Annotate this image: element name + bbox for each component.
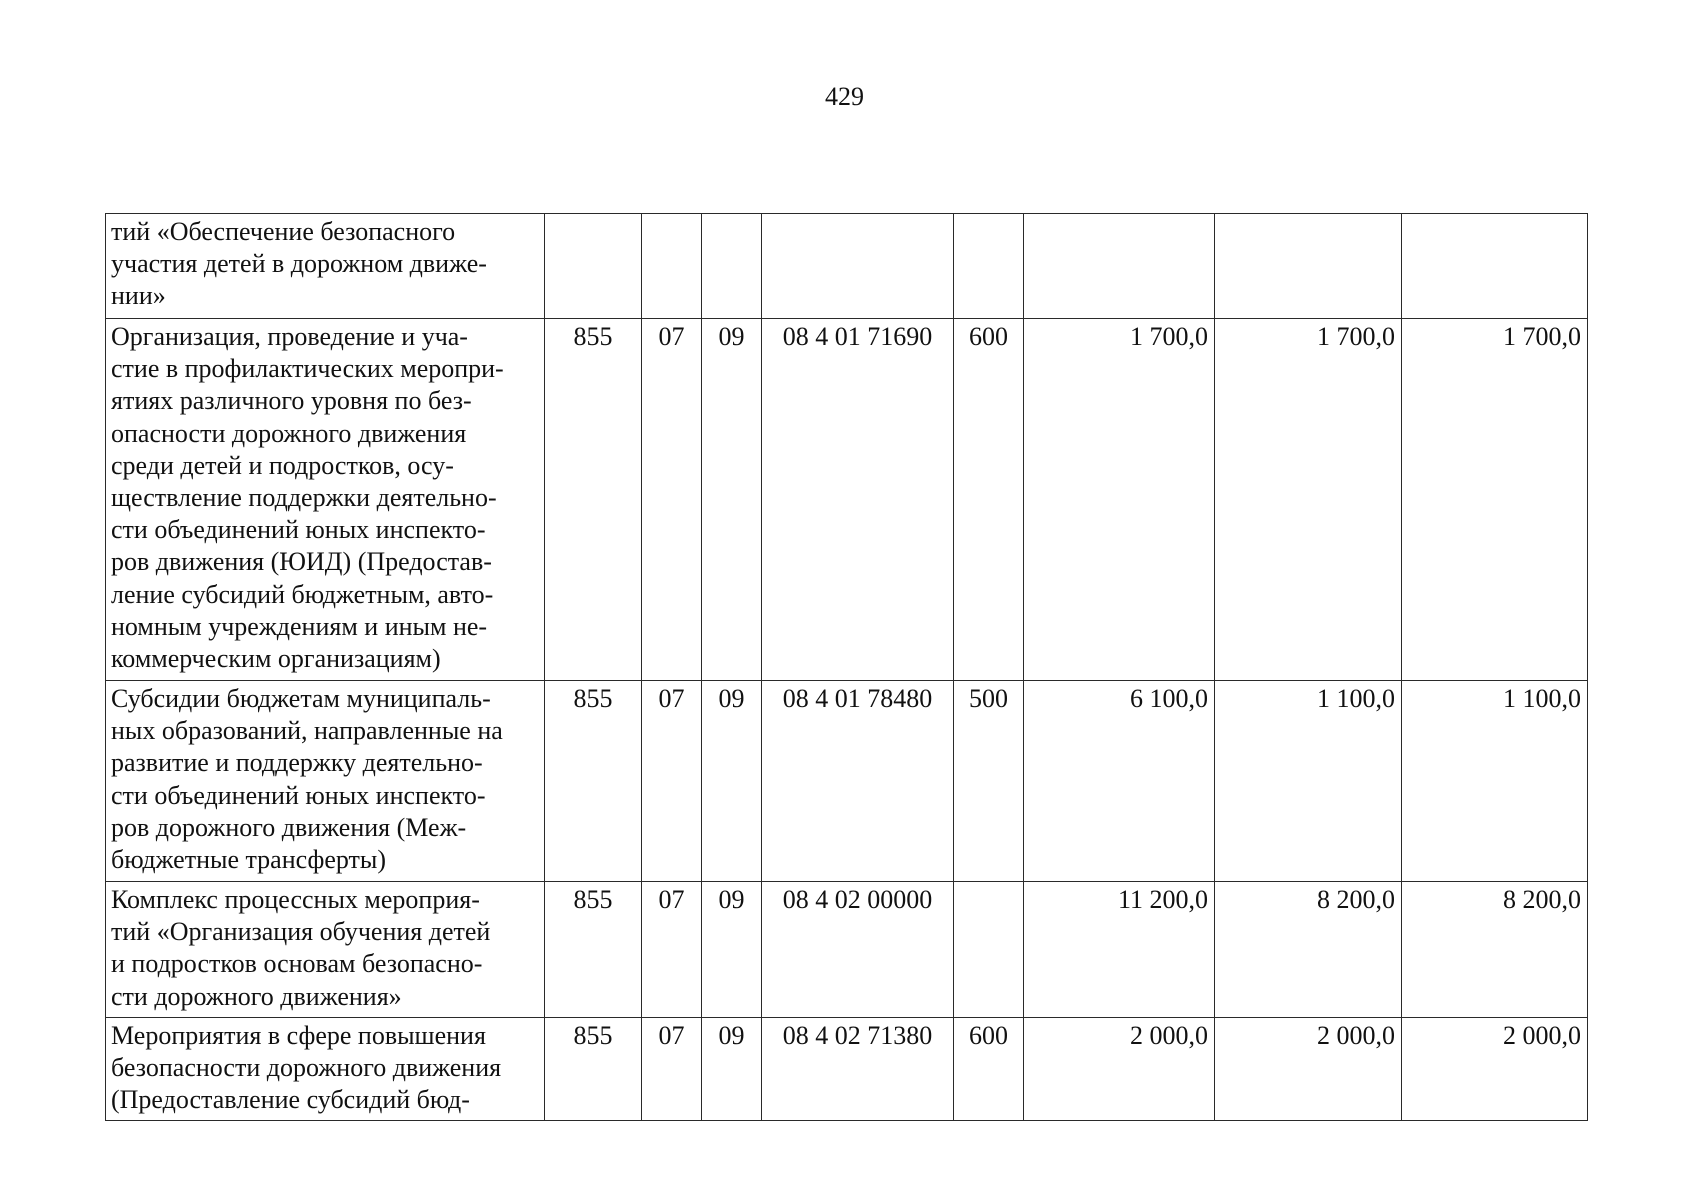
target-code-cell [762, 214, 954, 319]
amount-year3-cell: 1 700,0 [1402, 319, 1588, 681]
amount-year2-cell: 8 200,0 [1215, 882, 1402, 1018]
subsection-code-cell [702, 214, 762, 319]
amount-year1-cell: 1 700,0 [1024, 319, 1215, 681]
amount-year3-cell [1402, 214, 1588, 319]
subsection-code-cell: 09 [702, 319, 762, 681]
target-code-cell: 08 4 01 78480 [762, 681, 954, 882]
table-row [106, 319, 1588, 681]
row-name: Организация, проведение и уча- стие в профилактических меропри- ятиях различного уровня по без- опасности дорожного движения среди детей и подростков, осу- ществление поддержки деятельно- сти объединений юных инспекто- ров движения (ЮИД) (Предостав- ление субсидий бюджетным, авто- номным учреждениям и иным не- коммерческим организациям) [111, 322, 504, 674]
amount-year3-cell: 8 200,0 [1402, 882, 1588, 1018]
ministry-code-cell [545, 214, 642, 319]
amount-year1-cell [1024, 214, 1215, 319]
ministry-code-cell: 855 [545, 882, 642, 1018]
target-code-cell: 08 4 02 00000 [762, 882, 954, 1018]
amount-year2-cell: 1 100,0 [1215, 681, 1402, 882]
target-code-cell: 08 4 01 71690 [762, 319, 954, 681]
row-name-cell [106, 319, 545, 681]
page-number: 429 [825, 82, 864, 111]
row-name: тий «Обеспечение безопасного участия детей в дорожном движе- нии» [111, 217, 487, 311]
expense-type-cell: 600 [954, 319, 1024, 681]
row-name-cell [106, 681, 545, 882]
subsection-code-cell: 09 [702, 1018, 762, 1121]
ministry-code-cell: 855 [545, 319, 642, 681]
subsection-code-cell: 09 [702, 882, 762, 1018]
ministry-code-cell: 855 [545, 1018, 642, 1121]
row-name: Комплекс процессных мероприя- тий «Организация обучения детей и подростков основам безопасно- сти дорожного движения» [111, 885, 491, 1011]
row-name: Субсидии бюджетам муниципаль- ных образований, направленные на развитие и поддержку деятельно- сти объединений юных инспекто- ров дорожного движения (Меж- бюджетные трансферты) [111, 684, 503, 875]
row-name-cell [106, 1018, 545, 1121]
amount-year2-cell [1215, 214, 1402, 319]
table-row [106, 882, 1588, 1018]
amount-year1-cell: 2 000,0 [1024, 1018, 1215, 1121]
budget-table [105, 213, 1588, 1121]
row-name-cell [106, 214, 545, 319]
row-name: Мероприятия в сфере повышения безопасности дорожного движения (Предоставление субсидий бюд- [111, 1021, 502, 1115]
amount-year2-cell: 2 000,0 [1215, 1018, 1402, 1121]
expense-type-cell [954, 214, 1024, 319]
ministry-code-cell: 855 [545, 681, 642, 882]
expense-type-cell: 600 [954, 1018, 1024, 1121]
section-code-cell: 07 [642, 882, 702, 1018]
target-code-cell: 08 4 02 71380 [762, 1018, 954, 1121]
amount-year3-cell: 1 100,0 [1402, 681, 1588, 882]
subsection-code-cell: 09 [702, 681, 762, 882]
amount-year1-cell: 11 200,0 [1024, 882, 1215, 1018]
section-code-cell: 07 [642, 681, 702, 882]
table-row [106, 681, 1588, 882]
amount-year3-cell: 2 000,0 [1402, 1018, 1588, 1121]
amount-year1-cell: 6 100,0 [1024, 681, 1215, 882]
table-row [106, 1018, 1588, 1121]
section-code-cell: 07 [642, 319, 702, 681]
table-row [106, 214, 1588, 319]
section-code-cell [642, 214, 702, 319]
amount-year2-cell: 1 700,0 [1215, 319, 1402, 681]
section-code-cell: 07 [642, 1018, 702, 1121]
expense-type-cell: 500 [954, 681, 1024, 882]
row-name-cell [106, 882, 545, 1018]
expense-type-cell [954, 882, 1024, 1018]
